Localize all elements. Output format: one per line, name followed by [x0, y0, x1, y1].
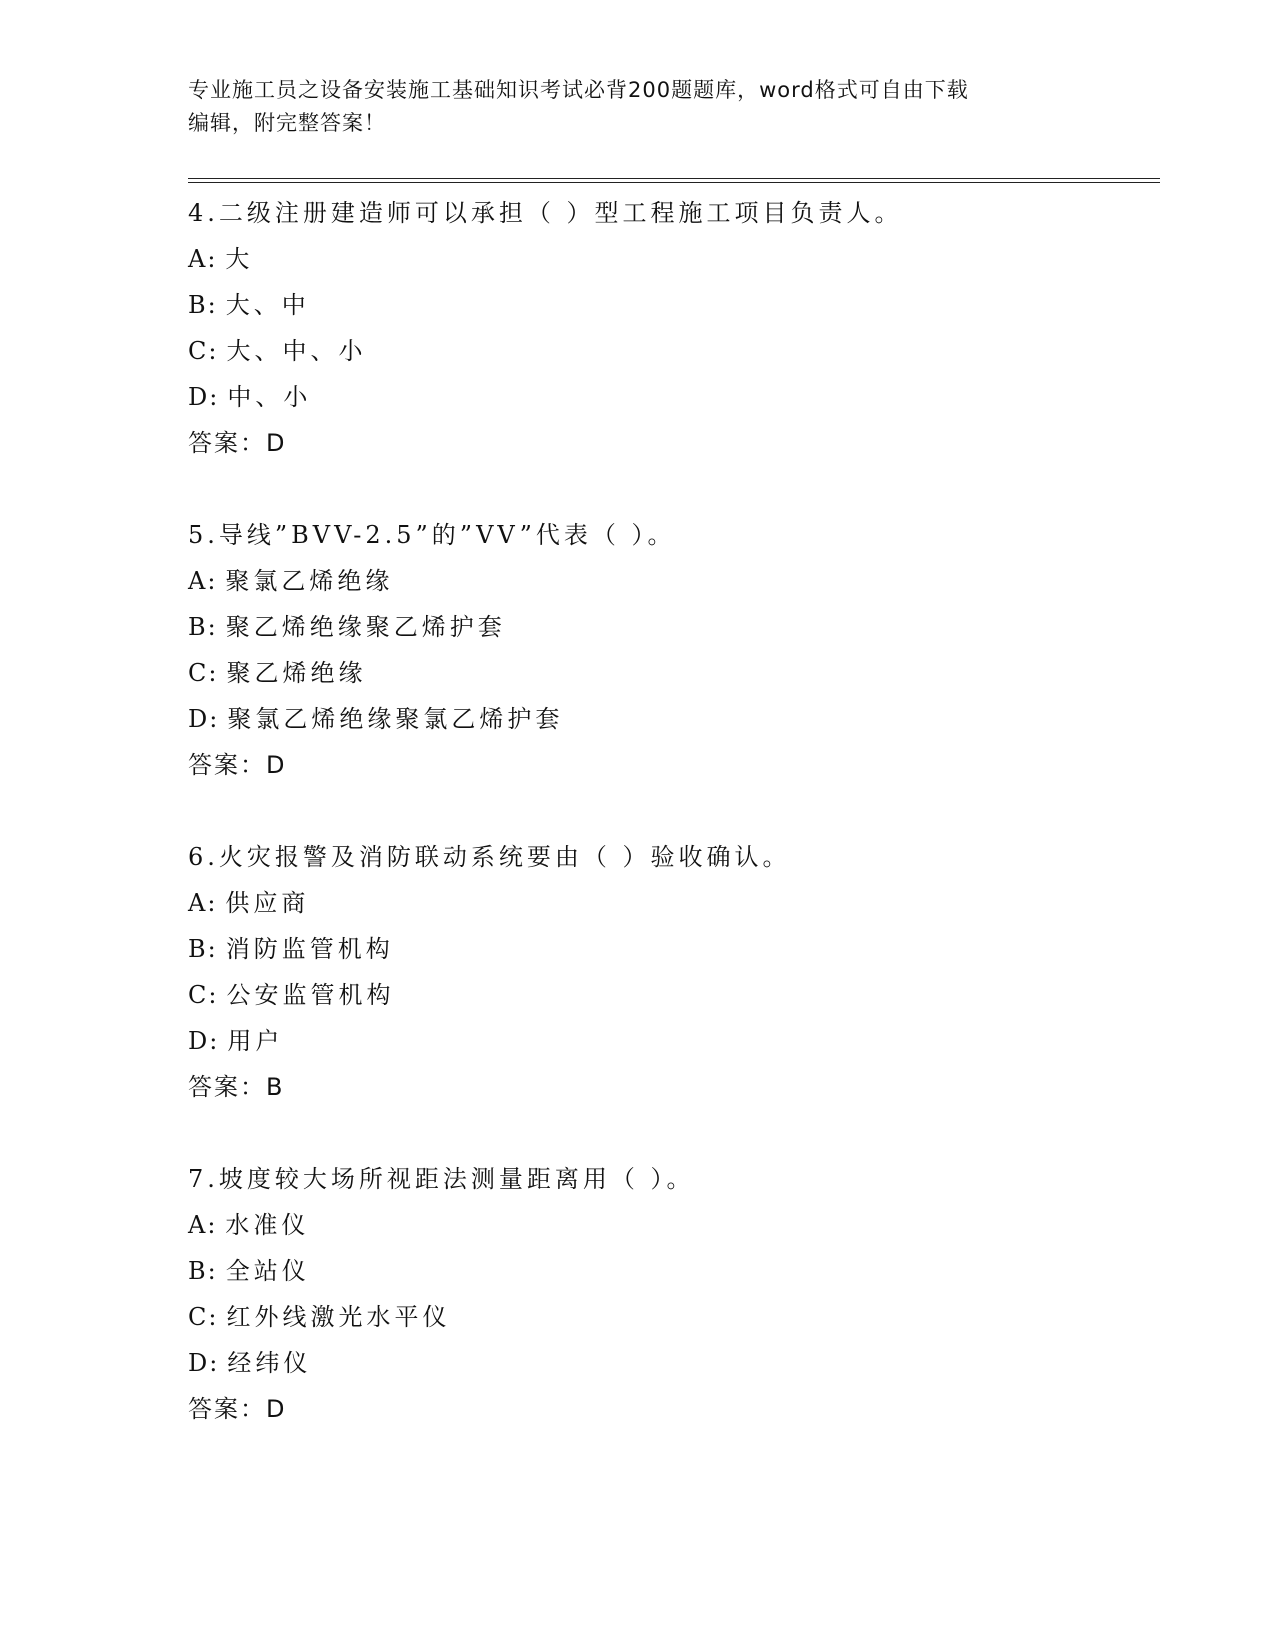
answer-line: 答案：D [188, 429, 287, 457]
option-d [188, 374, 1148, 420]
option-letter: A: [188, 1211, 218, 1239]
option-text: 聚乙烯绝缘聚乙烯护套 [225, 613, 506, 641]
option-b [188, 926, 1148, 972]
option-text: 大 [225, 245, 254, 273]
answer-line: 答案：D [188, 1395, 287, 1423]
option-text: 聚乙烯绝缘 [226, 659, 367, 687]
option-text: 水准仪 [225, 1211, 310, 1239]
option-text: 红外线激光水平仪 [226, 1303, 451, 1331]
option-letter: C: [188, 981, 219, 1009]
option-text: 聚氯乙烯绝缘 [225, 567, 394, 595]
option-a [188, 558, 1148, 604]
option-letter: D: [188, 705, 220, 733]
option-a [188, 236, 1148, 282]
option-letter: C: [188, 659, 219, 687]
question-5 [188, 512, 1148, 788]
question-list [188, 190, 1148, 1478]
option-text: 经纬仪 [227, 1349, 312, 1377]
question-stem: 5.导线”BVV-2.5”的”VV”代表（ ）。 [188, 521, 676, 549]
option-letter: A: [188, 567, 218, 595]
question-4 [188, 190, 1148, 466]
option-letter: C: [188, 337, 219, 365]
option-letter: A: [188, 245, 218, 273]
option-text: 供应商 [225, 889, 310, 917]
option-d [188, 1340, 1148, 1386]
option-letter: D: [188, 1349, 220, 1377]
option-text: 消防监管机构 [225, 935, 394, 963]
option-letter: B: [188, 1257, 218, 1285]
header-line-2: 编辑，附完整答案！ [188, 111, 386, 135]
option-letter: B: [188, 291, 218, 319]
option-text: 全站仪 [225, 1257, 310, 1285]
question-stem: 4.二级注册建造师可以承担（ ）型工程施工项目负责人。 [188, 199, 903, 227]
option-a [188, 880, 1148, 926]
document-header [188, 74, 1088, 140]
answer-line: 答案：B [188, 1073, 285, 1101]
option-letter: B: [188, 613, 218, 641]
option-text: 公安监管机构 [226, 981, 395, 1009]
question-stem: 7.坡度较大场所视距法测量距离用（ ）。 [188, 1165, 695, 1193]
header-line-1: 专业施工员之设备安装施工基础知识考试必背200题题库，word格式可自由下载 [188, 78, 969, 102]
option-text: 聚氯乙烯绝缘聚氯乙烯护套 [227, 705, 564, 733]
question-7 [188, 1156, 1148, 1432]
option-text: 用户 [227, 1027, 284, 1055]
option-text: 中、小 [227, 383, 312, 411]
option-c [188, 650, 1148, 696]
option-letter: A: [188, 889, 218, 917]
option-c [188, 328, 1148, 374]
option-letter: D: [188, 383, 220, 411]
option-letter: C: [188, 1303, 219, 1331]
answer-line: 答案：D [188, 751, 287, 779]
option-c [188, 1294, 1148, 1340]
option-text: 大、中 [225, 291, 310, 319]
option-letter: D: [188, 1027, 220, 1055]
option-d [188, 696, 1148, 742]
option-b [188, 1248, 1148, 1294]
option-letter: B: [188, 935, 218, 963]
option-c [188, 972, 1148, 1018]
question-6 [188, 834, 1148, 1110]
option-b [188, 604, 1148, 650]
option-text: 大、中、小 [226, 337, 367, 365]
header-double-rule [188, 178, 1160, 183]
question-stem: 6.火灾报警及消防联动系统要由（ ）验收确认。 [188, 843, 791, 871]
option-a [188, 1202, 1148, 1248]
option-d [188, 1018, 1148, 1064]
option-b [188, 282, 1148, 328]
